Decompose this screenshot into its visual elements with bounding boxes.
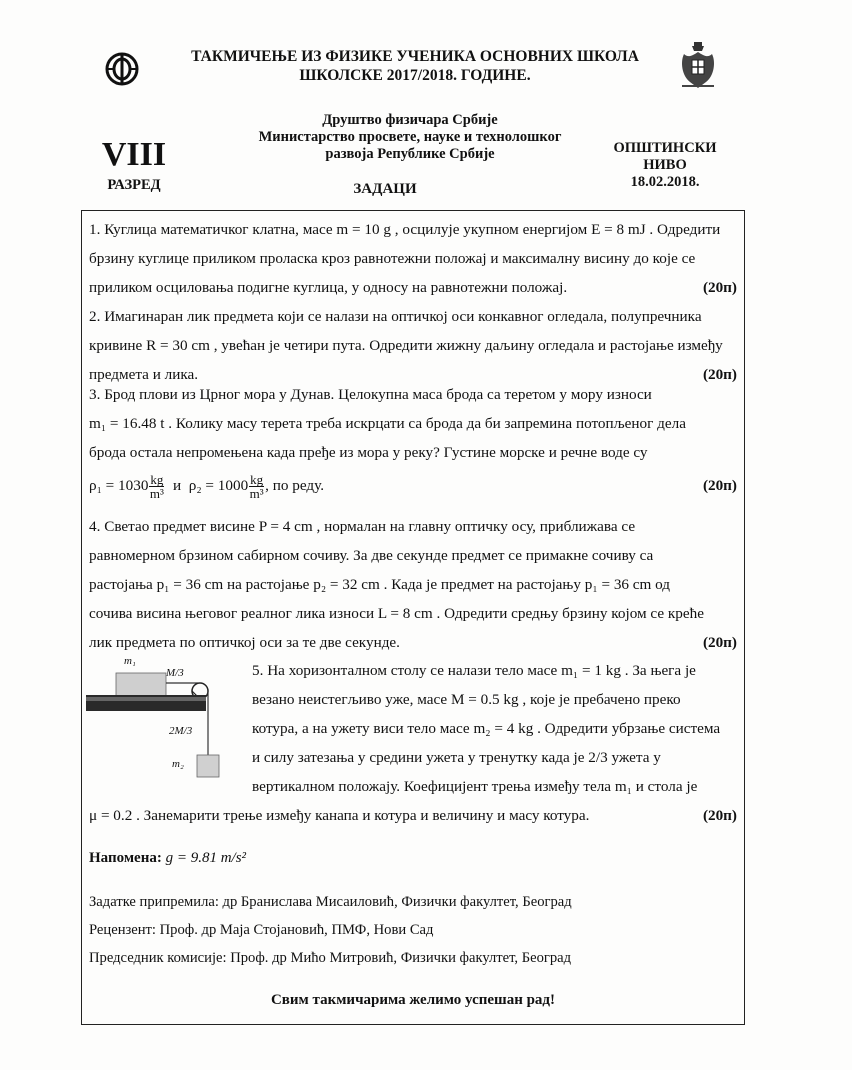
problem-line: 1. Куглица математичког клатна, масе m = 10 g , осцилује укупном енергијом E = 8 mJ . Одредити [89, 221, 721, 238]
unit-fraction: $\frac{kg}{\text{m³}}$ [249, 472, 264, 502]
points-label: (20п) [702, 807, 737, 824]
problem-3 [89, 380, 737, 505]
problem-1 [89, 215, 737, 302]
org-line-2: Министарство просвете, науке и технолошког [258, 129, 562, 145]
closing-wish: Свим такмичарима желимо успешан рад! [270, 992, 556, 1008]
problem-line: котура, а на ужету виси тело масе m₂ = 4 kg . Одредити убрзање система [252, 720, 721, 737]
formula-tail: , по реду. [265, 477, 325, 494]
competition-title: ТАКМИЧЕЊЕ ИЗ ФИЗИКЕ УЧЕНИКА ОСНОВНИХ ШКОЛА [191, 48, 639, 65]
problem-2 [89, 302, 737, 389]
problem-line: брода остала непромењена када пређе из мора у реку? Густине морске и речне воде су [89, 444, 648, 461]
m1-label: m₁ [124, 655, 136, 667]
unit-fraction: $\frac{kg}{\text{m³}}$ [149, 472, 164, 502]
note-label: Напомена: [89, 850, 162, 866]
pulley-system-figure [86, 655, 246, 785]
two-m-third-label: 2M/3 [169, 725, 193, 737]
tasks-title: ЗАДАЦИ [353, 181, 417, 197]
org-line-3: развоја Републике Србије [325, 146, 495, 162]
points-label: (20п) [702, 366, 737, 383]
problem-line: везано неистегљиво уже, масе M = 0.5 kg , које је пребачено преко [252, 691, 681, 708]
competition-level: ОПШТИНСКИ НИВО [613, 140, 717, 173]
points-label: (20п) [702, 634, 737, 651]
problem-line: приликом осциловања подигне куглица, у односу на равнотежни положај. [89, 279, 568, 296]
problem-line: растојања p₁ = 36 cm на растојање p₂ = 32 cm . Када је предмет на растојању p₁ = 36 cm од [89, 576, 671, 593]
grade-label: РАЗРЕД [107, 177, 161, 193]
problem-line: и силу затезања у средини ужета у тренутку када је 2/3 ужета у [252, 749, 661, 766]
problem-5 [252, 656, 737, 801]
problem-line: 4. Светао предмет висине P = 4 cm , нормалан на главну оптичку осу, приближава се [89, 518, 636, 535]
points-label: (20п) [702, 279, 737, 296]
serbia-coat-of-arms-icon [678, 42, 718, 90]
problem-line: 2. Имагинаран лик предмета који се налази на оптичкој оси конкавног огледала, полупречника [89, 308, 702, 325]
problem-line: вертикалном положају. Коефицијент трења између тела m₁ и стола је [252, 778, 698, 795]
points-label: (20п) [702, 477, 737, 494]
physics-society-logo [102, 51, 142, 87]
and-word: и [173, 477, 182, 494]
density-river: ρ₂ = 1000 [188, 477, 249, 494]
problem-5-last-line [89, 801, 737, 830]
problem-4 [89, 512, 737, 657]
problem-line: лик предмета по оптичкој оси за те две секунде. [89, 634, 400, 651]
problem-line: равномерном брзином сабирном сочиву. За две секунде предмет се примакне сочиву са [89, 547, 654, 564]
m2-label: m₂ [172, 758, 184, 770]
credit-chairman: Председник комисије: Проф. др Мићо Митровић, Физички факултет, Београд [89, 950, 572, 966]
competition-date: 18.02.2018. [630, 174, 700, 190]
credit-reviewer: Рецензент: Проф. др Маја Стојановић, ПМФ, Нови Сад [89, 922, 434, 938]
problem-line: брзину куглице приликом проласка кроз равнотежни положај и максималну висину до које се [89, 250, 696, 267]
org-line-1: Друштво физичара Србије [322, 112, 498, 128]
problem-line: m₁ = 16.48 t . Колику масу терета треба искрцати са брода да би запремина потопљеног дела [89, 415, 686, 432]
m-third-label: M/3 [166, 667, 184, 679]
school-year: ШКОЛСКЕ 2017/2018. ГОДИНЕ. [299, 67, 531, 84]
credit-author: Задатке припремила: др Бранислава Мисаиловић, Физички факултет, Београд [89, 894, 572, 910]
problem-line: μ = 0.2 . Занемарити трење између канапа и котура и величину и масу котура. [89, 807, 590, 824]
problem-line: 3. Брод плови из Црног мора у Дунав. Целокупна маса брода са теретом у мору износи [89, 386, 652, 403]
problem-line: сочива висина његовог реалног лика износи L = 8 cm . Одредити средњу брзину којом се креће [89, 605, 704, 622]
gravity-value: g = 9.81 m/s² [165, 850, 247, 866]
problem-line: кривине R = 30 cm , увећан је четири пута. Одредити жижну даљину огледала и растојање између [89, 337, 723, 354]
density-sea: ρ₁ = 1030 [89, 477, 149, 494]
problem-line: 5. На хоризонталном столу се налази тело масе m₁ = 1 kg . За њега је [252, 662, 696, 679]
note [89, 850, 246, 867]
grade-numeral: VIII [101, 136, 167, 173]
problem-line: предмета и лика. [89, 366, 199, 383]
